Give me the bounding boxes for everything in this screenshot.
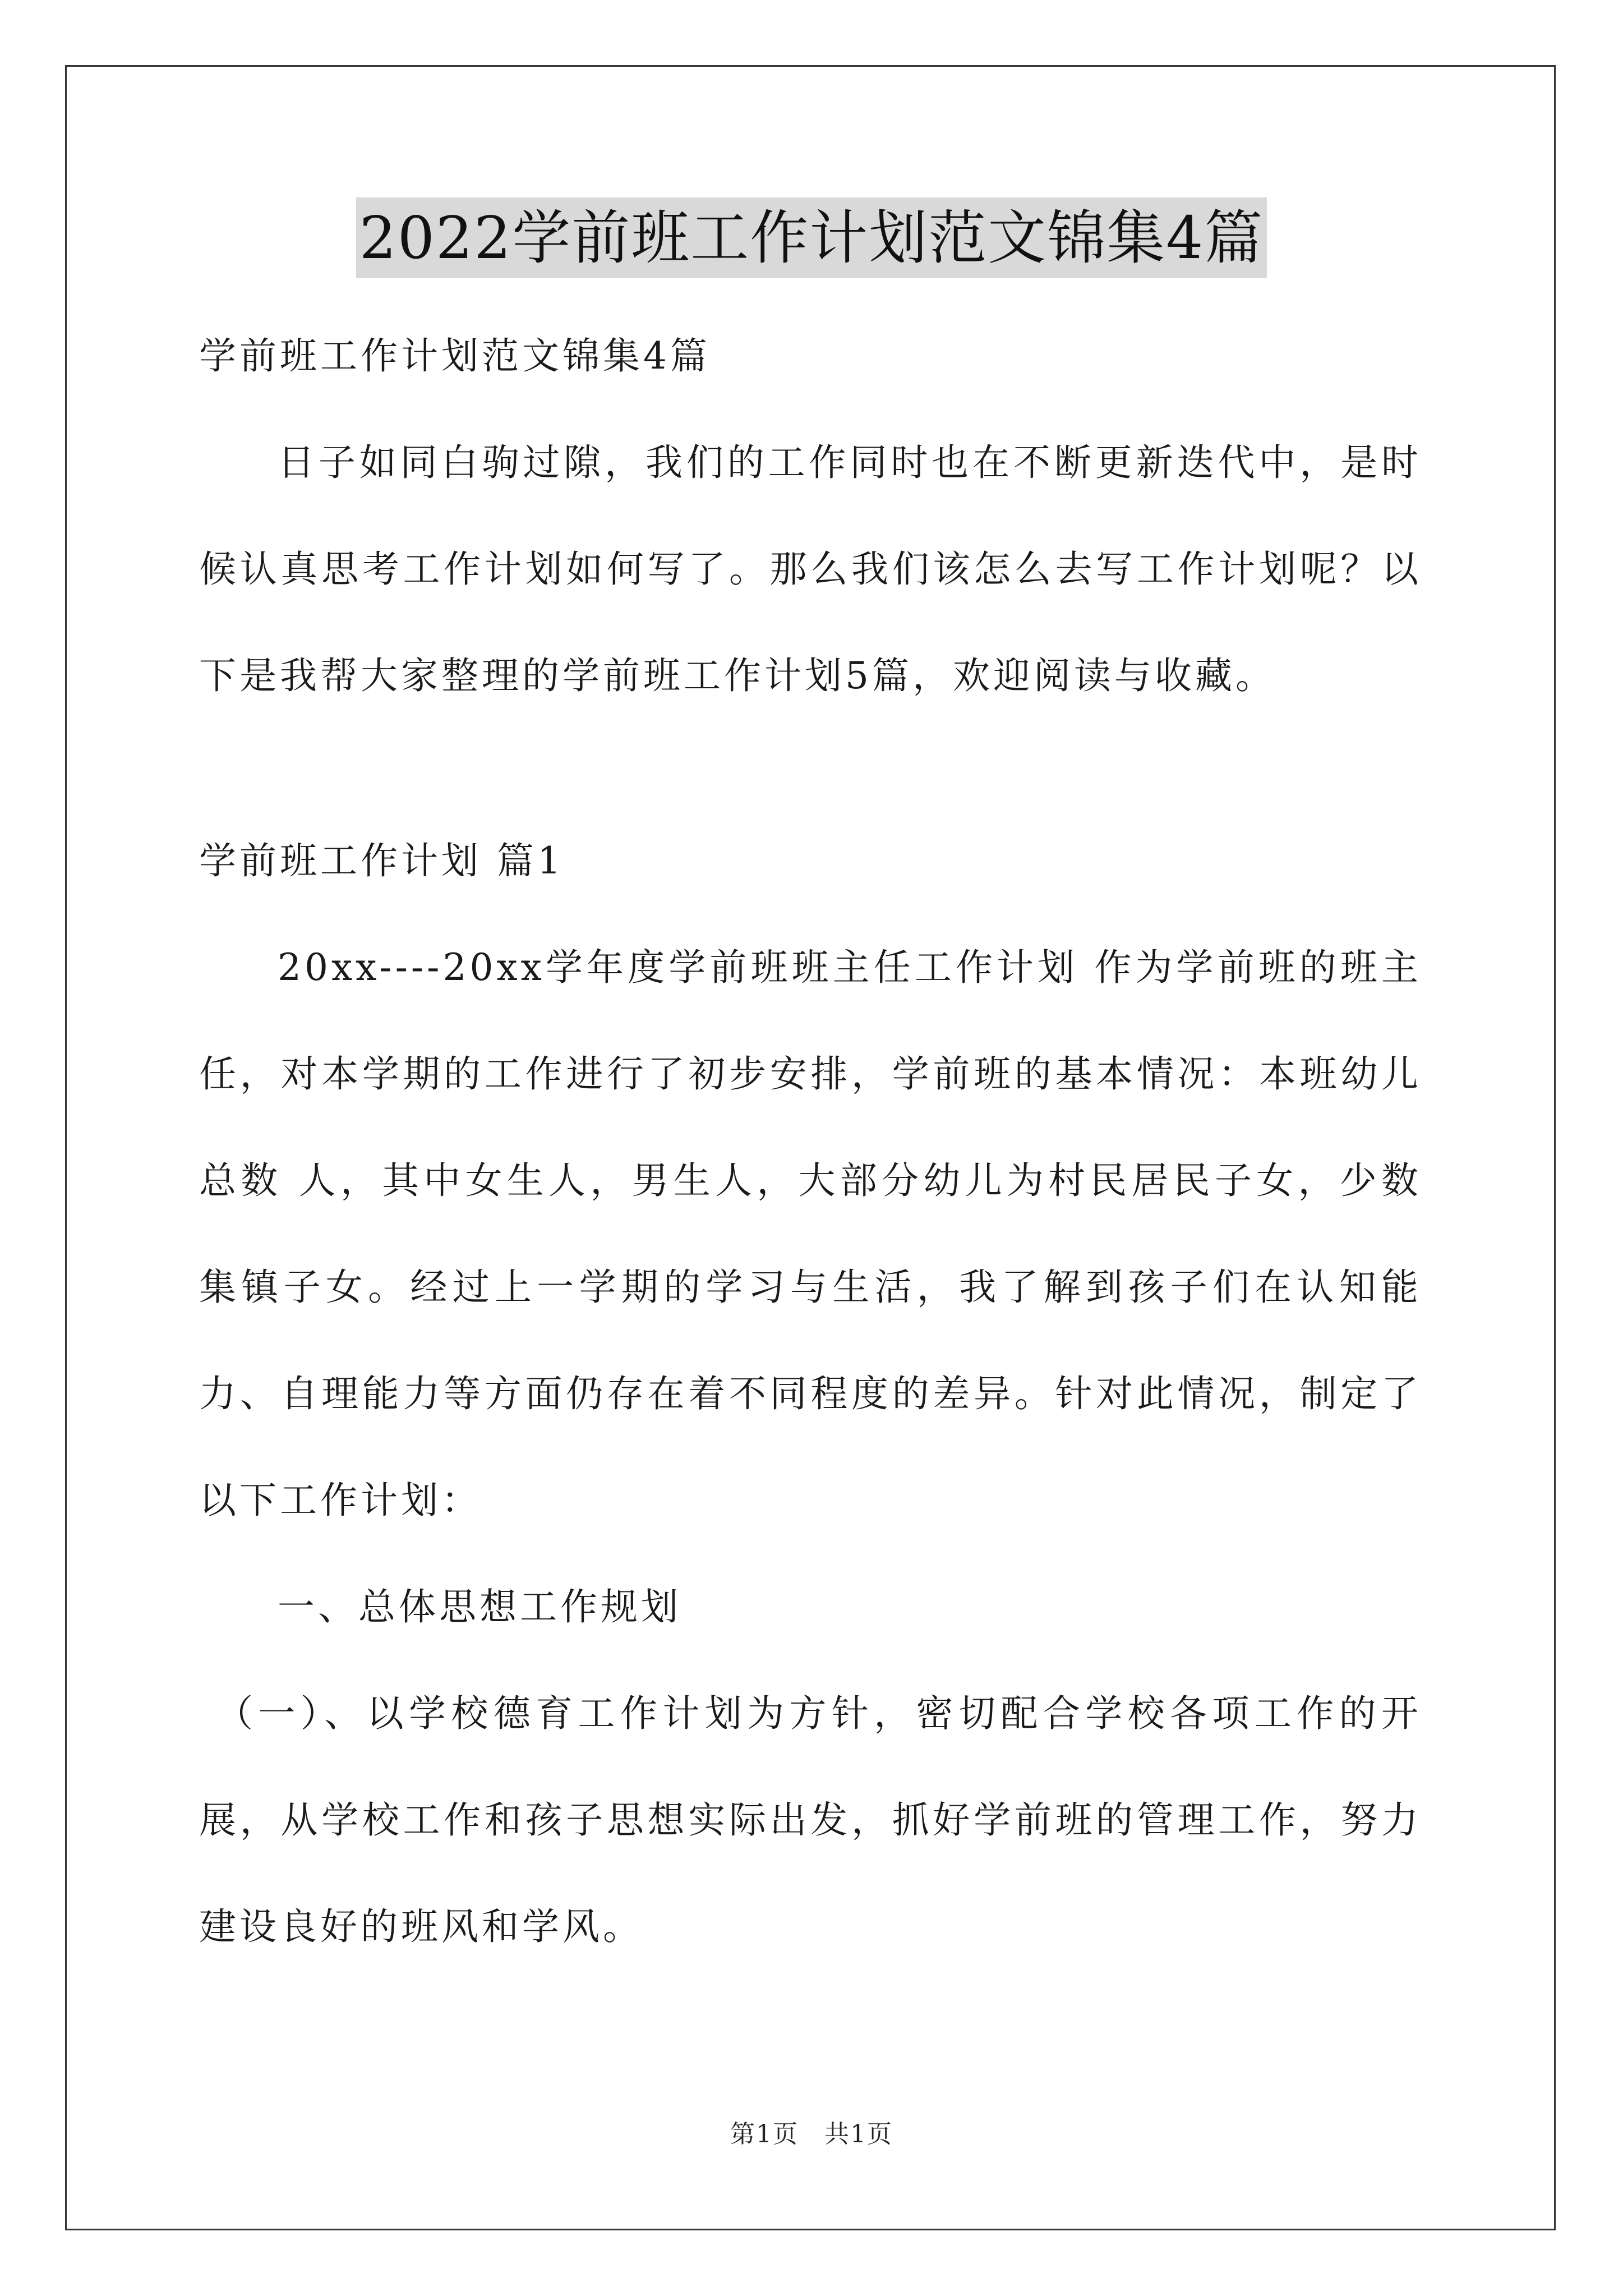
section-heading: 学前班工作计划 篇1 [199,839,564,882]
page-footer: 第1页 共1页 [730,2120,893,2148]
document-body [199,303,1422,1980]
title-container [0,197,1623,278]
intro-paragraph: 日子如同白驹过隙，我们的工作同时也在不断更新迭代中，是时候认真思考工作计划如何写了。那么我们该怎么去写工作计划呢？以下是我帮大家整理的学前班工作计划5篇，欢迎阅读与收藏。 [199,441,1422,697]
subsection-heading: 一、总体思想工作规划 [278,1585,681,1628]
document-title: 2022学前班工作计划范文锦集4篇 [356,197,1267,278]
subtitle-paragraph: 学前班工作计划范文锦集4篇 [199,334,711,378]
body-paragraph: 20xx----20xx学年度学前班班主任工作计划 作为学前班的班主任，对本学期的工作进行了初步安排，学前班的基本情况：本班幼儿总数 人，其中女生人，男生人，大部分幼儿为村民居民子女，少数集镇子女。经过上一学期的学习与生活，我了解到孩子们在认知能力、自理能力等方面仍存在着不同程度的差异。针对此情况，制定了以下工作计划： [199,946,1422,1522]
body-paragraph: （一）、以学校德育工作计划为方针，密切配合学校各项工作的开展，从学校工作和孩子思想实际出发，抓好学前班的管理工作，努力建设良好的班风和学风。 [199,1692,1422,1948]
